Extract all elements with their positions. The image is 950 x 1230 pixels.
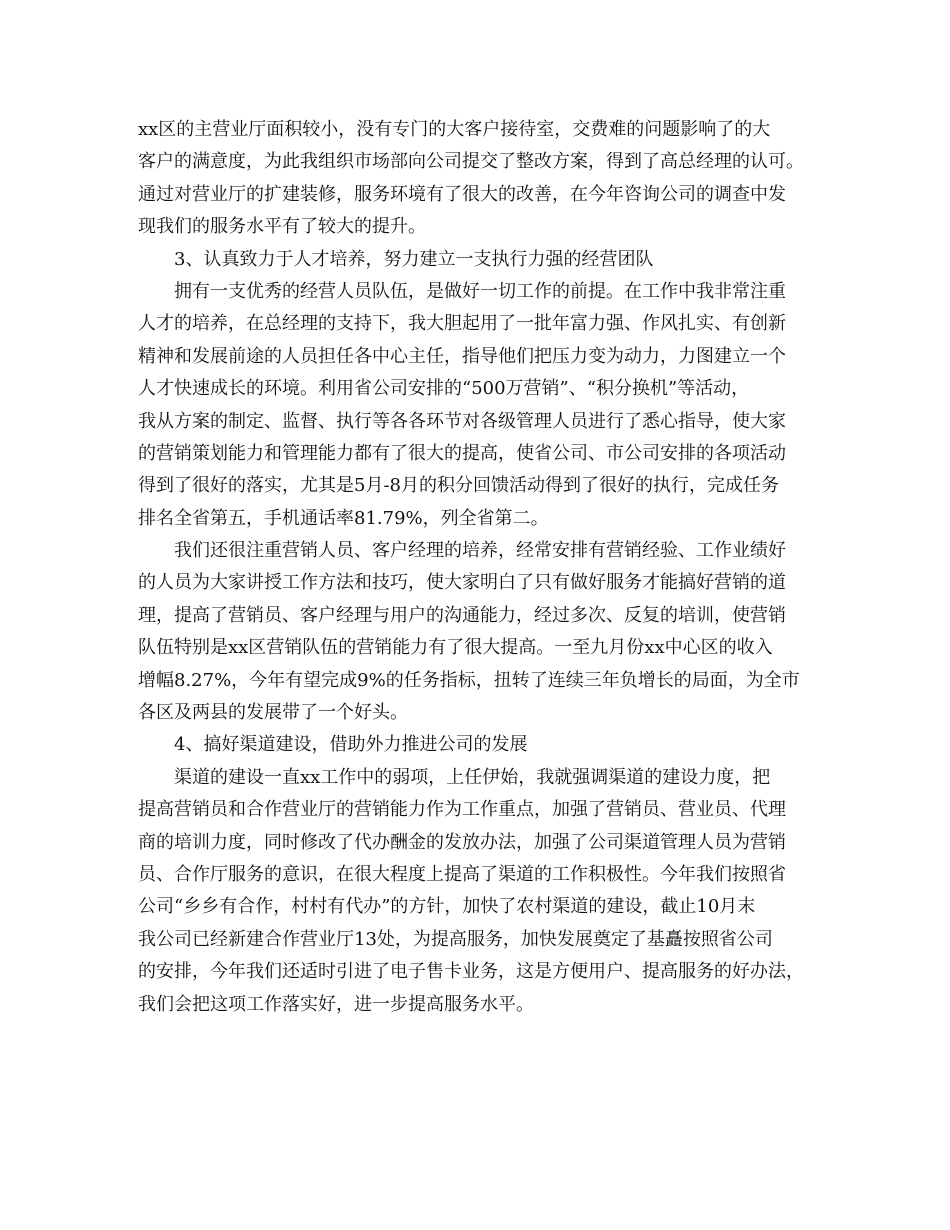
text-line: xx区的主营业厅面积较小，没有专门的大客户接待室，交费难的问题影响了的大 bbox=[138, 119, 771, 140]
text-line: 现我们的服务水平有了较大的提升。 bbox=[138, 216, 426, 238]
text-line: 理，提高了营销员、客户经理与用户的沟通能力，经过多次、反复的培训，使营销 bbox=[138, 604, 786, 626]
text-line: 我们会把这项工作落实好，进一步提高服务水平。 bbox=[138, 993, 534, 1015]
text-line: 增幅8.27%，今年有望完成9%的任务指标，扭转了连续三年负增长的局面，为全市 bbox=[138, 669, 800, 691]
text-line: 客户的满意度，为此我组织市场部向公司提交了整改方案，得到了高总经理的认可。 bbox=[138, 151, 804, 173]
section-heading: 3、认真致力于人才培养，努力建立一支执行力强的经营团队 bbox=[174, 248, 654, 270]
text-line: 得到了很好的落实，尤其是5月-8月的积分回馈活动得到了很好的执行，完成任务 bbox=[138, 475, 779, 497]
text-line: 精神和发展前途的人员担任各中心主任，指导他们把压力变为动力，力图建立一个 bbox=[138, 345, 786, 367]
text-line: 排名全省第五，手机通话率81.79%，列全省第二。 bbox=[138, 507, 549, 529]
text-line: 我公司已经新建合作营业厅13处，为提高服务，加快发展奠定了基矗按照省公司 bbox=[138, 928, 773, 950]
text-line: 我从方案的制定、监督、执行等各各环节对各级管理人员进行了悉心指导，使大家 bbox=[138, 410, 786, 432]
text-line: 的人员为大家讲授工作方法和技巧，使大家明白了只有做好服务才能搞好营销的道 bbox=[138, 572, 786, 594]
text-line: 提高营销员和合作营业厅的营销能力作为工作重点，加强了营销员、营业员、代理 bbox=[138, 799, 786, 821]
text-line: 我们还很注重营销人员、客户经理的培养，经常安排有营销经验、工作业绩好 bbox=[174, 540, 786, 562]
document-body bbox=[138, 114, 818, 1021]
text-line: 人才快速成长的环境。利用省公司安排的“500万营销”、“积分换机”等活动， bbox=[138, 378, 750, 400]
text-line: 的营销策划能力和管理能力都有了很大的提高，使省公司、市公司安排的各项活动 bbox=[138, 442, 786, 464]
text-line: 公司“乡乡有合作，村村有代办”的方针，加快了农村渠道的建设，截止10月末 bbox=[138, 896, 756, 918]
text-line: 的安排，今年我们还适时引进了电子售卡业务，这是方便用户、提高服务的好办法， bbox=[138, 961, 804, 983]
text-line: 员、合作厅服务的意识，在很大程度上提高了渠道的工作积极性。今年我们按照省 bbox=[138, 863, 786, 885]
text-line: 渠道的建设一直xx工作中的弱项，上任伊始，我就强调渠道的建设力度，把 bbox=[174, 766, 771, 788]
text-line: 队伍特别是xx区营销队伍的营销能力有了很大提高。一至九月份xx中心区的收入 bbox=[138, 637, 773, 659]
text-line: 各区及两县的发展带了一个好头。 bbox=[138, 702, 408, 724]
text-line: 通过对营业厅的扩建装修，服务环境有了很大的改善，在今年咨询公司的调查中发 bbox=[138, 183, 786, 205]
section-heading: 4、搞好渠道建设，借助外力推进公司的发展 bbox=[174, 734, 528, 756]
text-line: 拥有一支优秀的经营人员队伍，是做好一切工作的前提。在工作中我非常注重 bbox=[174, 280, 786, 302]
text-line: 人才的培养，在总经理的支持下，我大胆起用了一批年富力强、作风扎实、有创新 bbox=[138, 313, 786, 335]
text-line: 商的培训力度，同时修改了代办酬金的发放办法，加强了公司渠道管理人员为营销 bbox=[138, 831, 786, 853]
